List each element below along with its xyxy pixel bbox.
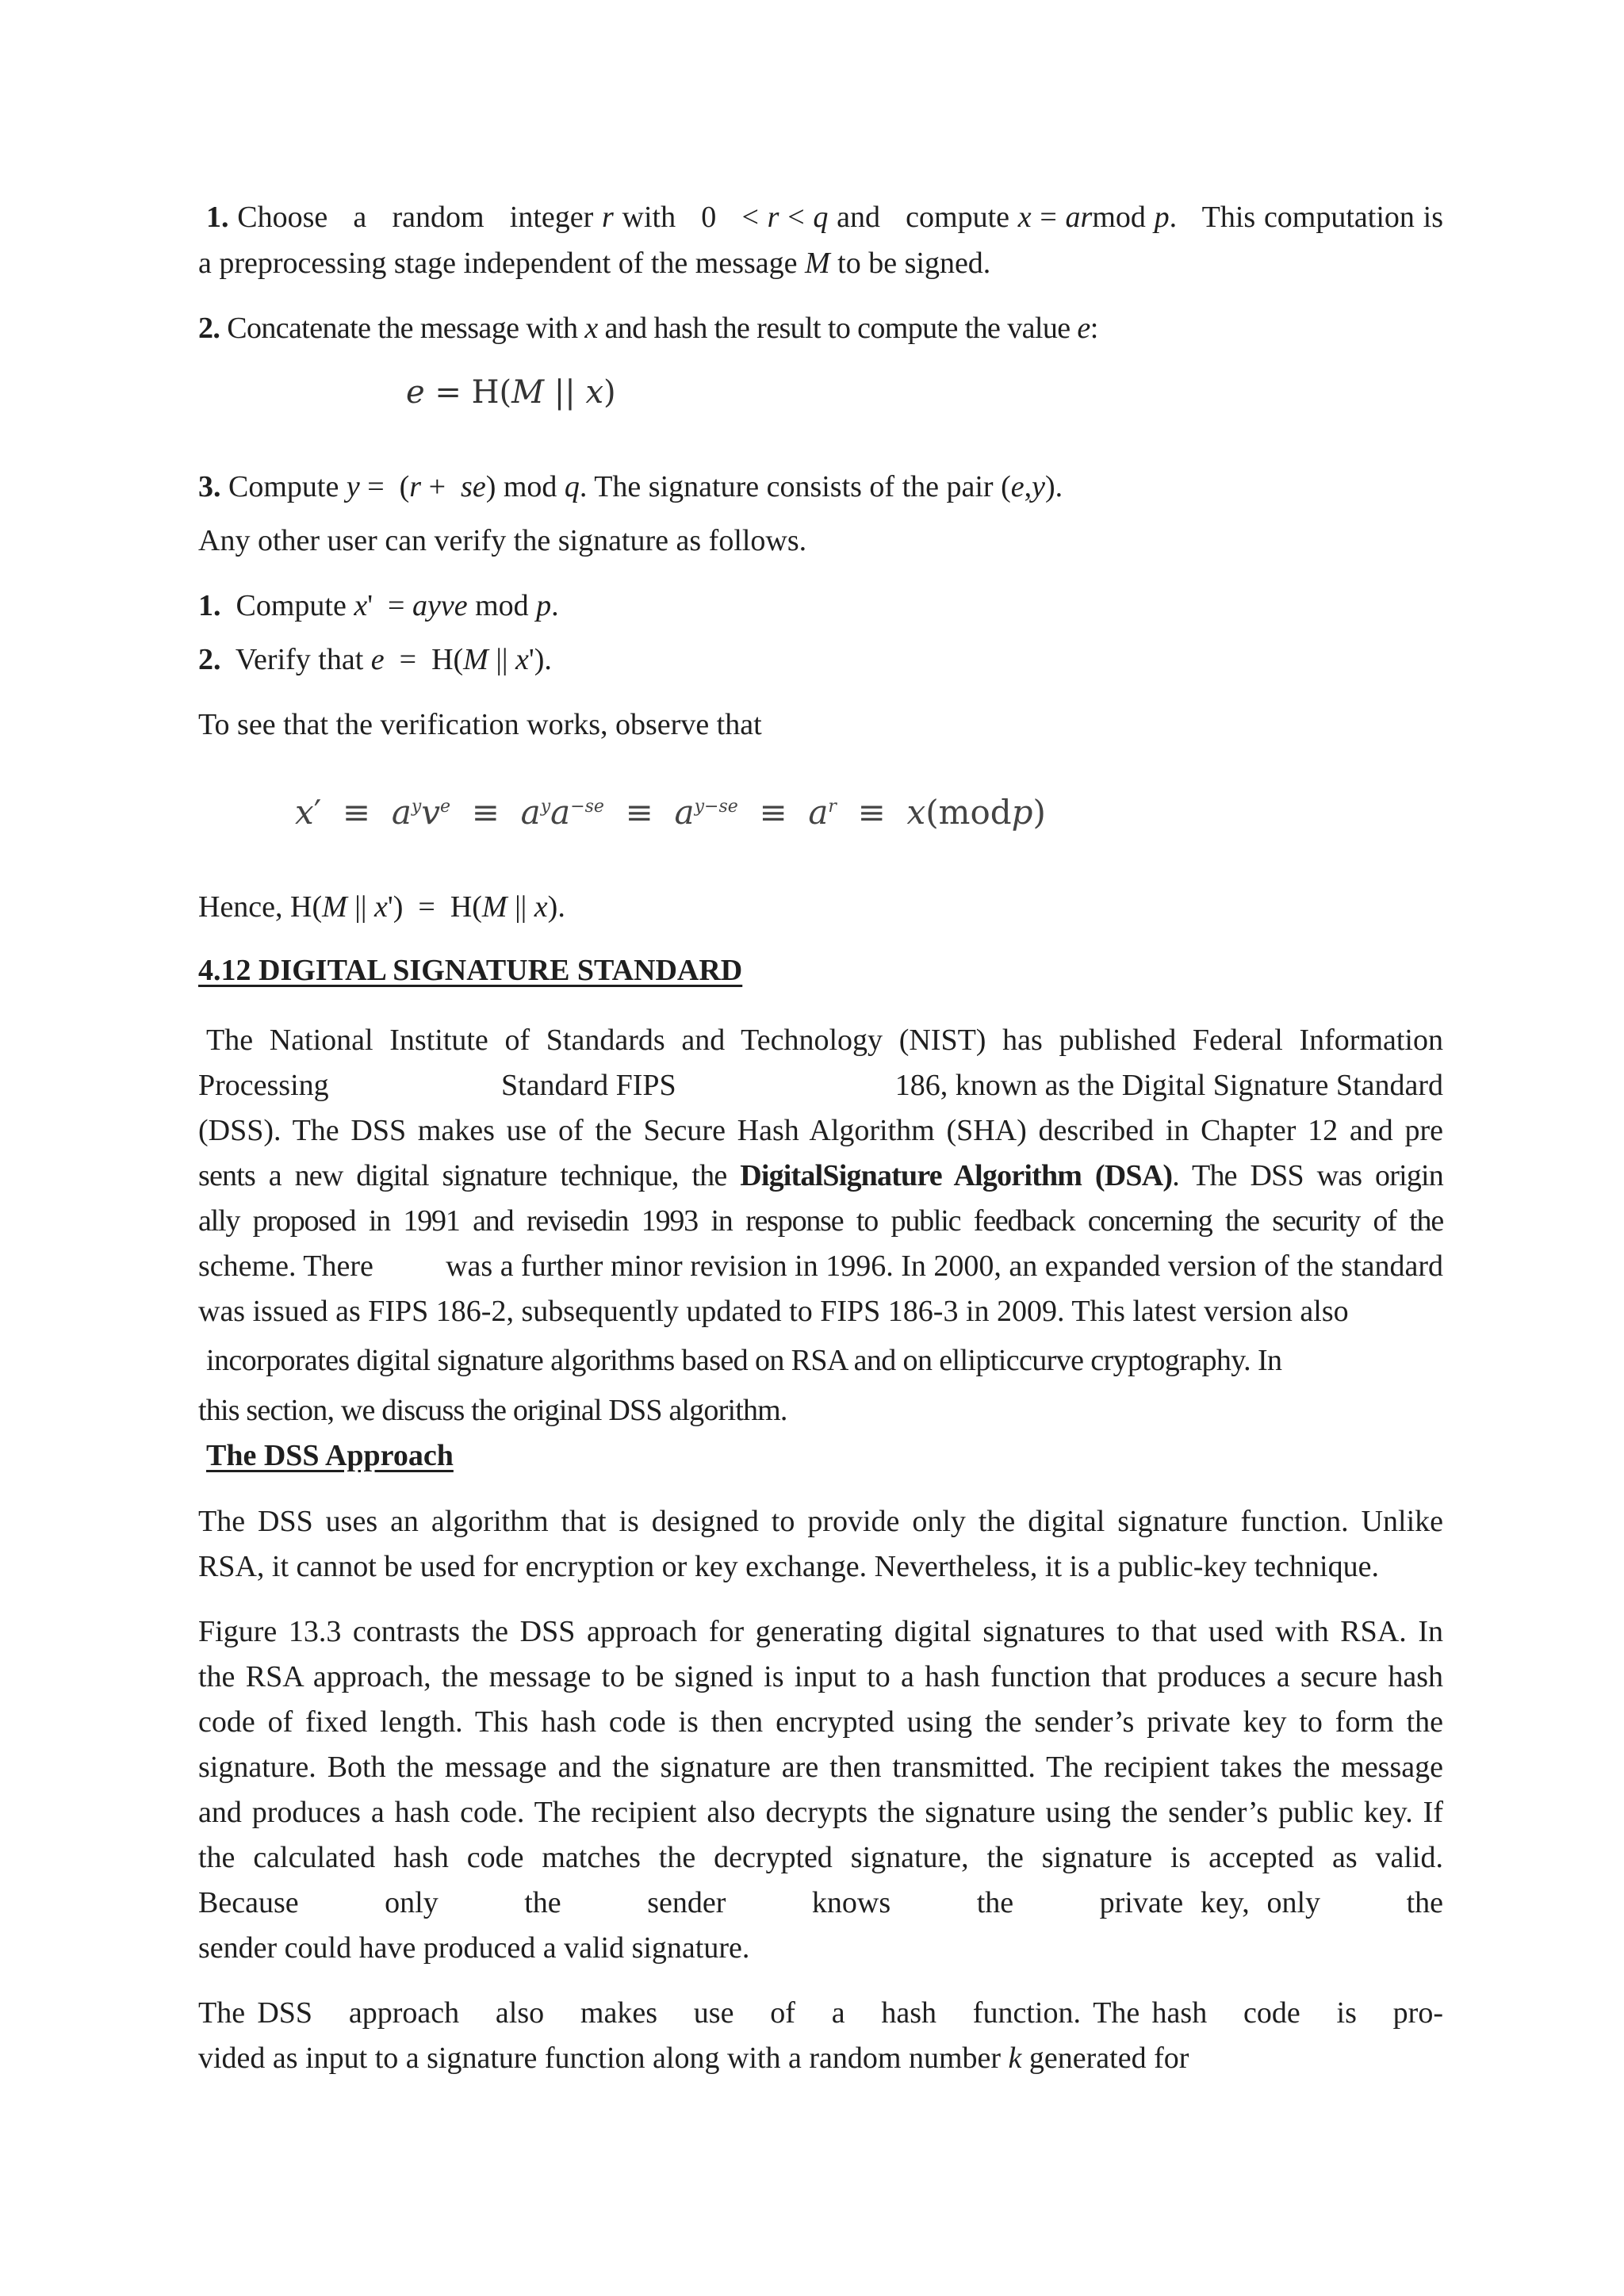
- step2-text: 2. Concatenate the message with x and hash the result to compute the value e:: [198, 312, 1098, 345]
- approach-heading: The DSS Approach: [206, 1439, 454, 1472]
- approach-p1-line-1: The DSS uses an algorithm that is designed to provide only the digital signature function. Unlike: [198, 1505, 1443, 1538]
- hence-text: Hence, H(M || x') = H(M || x).: [198, 890, 565, 924]
- approach-p2-line-7: Because only the sender knows the private key, only the: [198, 1886, 1443, 1919]
- dss-intro-line-7: was issued as FIPS 186-2, subsequently updated to FIPS 186-3 in 2009. This latest version also: [198, 1295, 1349, 1328]
- approach-p1-line-2: RSA, it cannot be used for encryption or key exchange. Nevertheless, it is a public-key technique.: [198, 1550, 1379, 1583]
- dss-intro-line-6: scheme. There was a further minor revision in 1996. In 2000, an expanded version of the standard: [198, 1249, 1443, 1283]
- approach-heading-row: [198, 1437, 1451, 1475]
- approach-p2-line-1: Figure 13.3 contrasts the DSS approach for generating digital signatures to that used with RSA. In: [198, 1615, 1443, 1648]
- dss-intro-line-2: Processing Standard FIPS 186, known as the Digital Signature Standard: [198, 1069, 1443, 1102]
- approach-p2-line-8: sender could have produced a valid signature.: [198, 1931, 750, 1965]
- dss-intro-line-5: ally proposed in 1991 and revisedin 1993 in response to public feedback concerning the security of the: [198, 1204, 1443, 1238]
- approach-p3-line-2: vided as input to a signature function along with a random number k generated for: [198, 2042, 1189, 2075]
- dss-intro-line-8: incorporates digital signature algorithms based on RSA and on ellipticcurve cryptography. In: [206, 1344, 1282, 1377]
- section-heading: 4.12 DIGITAL SIGNATURE STANDARD: [198, 954, 743, 987]
- verify-step1: 1. Compute x' = ayve mod p.: [198, 589, 559, 622]
- verify-step2: 2. Verify that e = H(M || x').: [198, 643, 552, 676]
- approach-p2-line-4: signature. Both the message and the signature are then transmitted. The recipient takes the message: [198, 1751, 1443, 1784]
- dss-intro-line-3: (DSS). The DSS makes use of the Secure Hash Algorithm (SHA) described in Chapter 12 and pre: [198, 1114, 1443, 1147]
- step1-line2: a preprocessing stage independent of the message M to be signed.: [198, 247, 991, 280]
- approach-p2-line-5: and produces a hash code. The recipient also decrypts the signature using the sender’s public key. If: [198, 1796, 1443, 1829]
- dss-intro-line-1: The National Institute of Standards and Technology (NIST) has published Federal Information: [206, 1024, 1443, 1057]
- dss-intro-line-4: sents a new digital signature technique, the DigitalSignature Algorithm (DSA). The DSS was origin: [198, 1159, 1444, 1192]
- verification-equation: $x' \equiv a^yv^e \equiv a^ya^{-se} \equiv a^{y-se} \equiv a^r$ ≡ x(modp): [295, 793, 1046, 832]
- hash-equation: e = H(M || x): [406, 374, 616, 411]
- dss-intro-line-9: this section, we discuss the original DSS algorithm.: [198, 1394, 787, 1427]
- document-page: [198, 0, 1443, 2296]
- approach-p2-line-3: code of fixed length. This hash code is then encrypted using the sender’s private key to form the: [198, 1705, 1443, 1739]
- approach-p2-line-6: the calculated hash code matches the decrypted signature, the signature is accepted as valid.: [198, 1841, 1443, 1874]
- section-heading-row: [198, 951, 1443, 989]
- step3-text: 3. Compute y = (r + se) mod q. The signature consists of the pair (e,y).: [198, 470, 1063, 503]
- verify-intro: Any other user can verify the signature as follows.: [198, 524, 807, 557]
- approach-p3-line-1: The DSS approach also makes use of a hash function. The hash code is pro-: [198, 1996, 1443, 2030]
- observe-text: To see that the verification works, observe that: [198, 708, 762, 741]
- approach-p2-line-2: the RSA approach, the message to be signed is input to a hash function that produces a secure hash: [198, 1660, 1443, 1693]
- step1-line1: 1. Choose a random integer r with 0 < r < q and compute x = armod p. This computation is: [206, 201, 1443, 234]
